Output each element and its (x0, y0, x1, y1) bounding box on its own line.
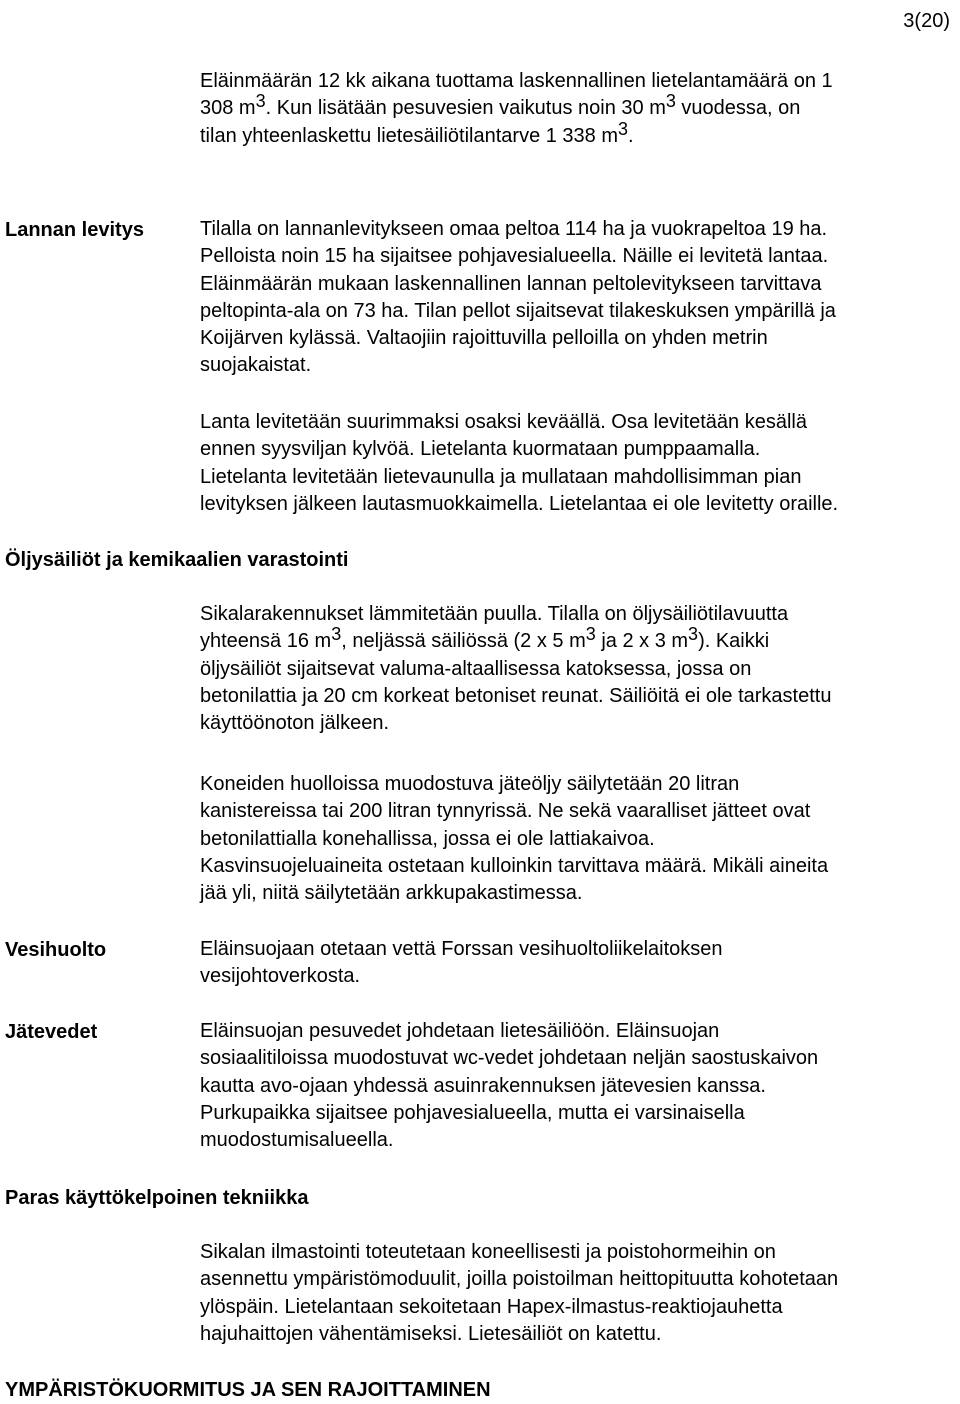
text-line: Eläinsuojaan otetaan vettä Forssan vesihuoltoliikelaitoksen (200, 938, 723, 960)
superscript: 3 (665, 91, 676, 112)
text-line: Lietelanta levitetään lietevaunulla ja mullataan mahdollisimman pian (200, 465, 802, 488)
text-line: Eläinsuojan pesuvedet johdetaan lietesäiliöön. Eläinsuojan (200, 1020, 720, 1042)
text-line: Eläinmäärän 12 kk aikana tuottama laskennallinen lietelantamäärä on 1 (200, 70, 833, 92)
lannan-levitys-paragraph-2 (200, 409, 958, 518)
text-line: muodostumisalueella. (200, 1129, 394, 1152)
superscript: 3 (585, 624, 596, 645)
superscript: 3 (331, 624, 342, 645)
oljysailiot-paragraph-1 (200, 601, 958, 737)
superscript: 3 (255, 91, 266, 112)
text-line: Koneiden huolloissa muodostuva jäteöljy säilytetään 20 litran (200, 773, 740, 795)
text-line: suojakaistat. (200, 354, 312, 377)
text-line: peltopinta-ala on 73 ha. Tilan pellot sijaitsevat tilakeskuksen ympärillä ja (200, 299, 836, 322)
text-line: sosiaalitiloissa muodostuvat wc-vedet johdetaan neljän saostuskaivon (200, 1047, 819, 1070)
paras-tekniikka-paragraph (200, 1239, 958, 1348)
text-line: 308 $m^3$. Kun lisätään pesuvesien vaikutus noin 30 $m^3$ vuodessa, on (200, 91, 801, 120)
vesihuolto-paragraph (200, 936, 958, 991)
text-line: öljysäiliöt sijaitsevat valuma-altaallisessa katoksessa, jossa on (200, 657, 752, 680)
text-line: kautta avo-ojaan yhdessä asuinrakennuksen jätevesien kanssa. (200, 1074, 766, 1097)
text-line: betonilattialla konehallissa, jossa ei ole lattiakaivoa. (200, 827, 655, 850)
text-line: yhteensä 16 $m^3$, neljässä säiliössä (2 x 5 $m^3$ ja 2 x 3 $m^3$). Kaikki (200, 624, 770, 653)
text-line: Kasvinsuojeluaineita ostetaan kulloinkin tarvittava määrä. Mikäli aineita (200, 854, 829, 877)
text-line: levityksen jälkeen lautasmuokkaimella. Lietelantaa ei ole levitetty oraille. (200, 492, 839, 515)
text-line: Tilalla on lannanlevitykseen omaa peltoa 114 ha ja vuokrapeltoa 19 ha. (200, 218, 828, 240)
text-line: betonilattia ja 20 cm korkeat betoniset reunat. Säiliöitä ei ole tarkastettu (200, 684, 832, 707)
section-heading-oljysailiot: Öljysäiliöt ja kemikaalien varastointi (5, 549, 349, 571)
text-line: hajuhaittojen vähentämiseksi. Lietesäiliöt on katettu. (200, 1322, 662, 1345)
text-line: kanistereissa tai 200 litran tynnyrissä. Ne sekä vaaralliset jätteet ovat (200, 800, 811, 823)
section-heading-paras-tekniikka: Paras käyttökelpoinen tekniikka (5, 1187, 309, 1209)
section-heading-lannan-levitys: Lannan levitys (5, 219, 144, 241)
jatevedet-paragraph (200, 1018, 958, 1154)
section-heading-jatevedet: Jätevedet (5, 1021, 98, 1043)
text-line: asennettu ympäristömoduulit, joilla poistoilman heittopituutta kohotetaan (200, 1268, 839, 1291)
text-line: Sikalarakennukset lämmitetään puulla. Tilalla on öljysäiliötilavuutta (200, 603, 789, 625)
section-heading-ymparistokuormitus: YMPÄRISTÖKUORMITUS JA SEN RAJOITTAMINEN (5, 1379, 491, 1401)
text-line: Eläinmäärän mukaan laskennallinen lannan peltolevitykseen tarvittava (200, 272, 822, 295)
text-line: Purkupaikka sijaitsee pohjavesialueella, mutta ei varsinaisella (200, 1101, 745, 1124)
lannan-levitys-paragraph-1 (200, 216, 958, 380)
text-line: Koijärven kylässä. Valtaojiin rajoittuvilla pelloilla on yhden metrin (200, 327, 768, 350)
intro-paragraph (200, 68, 958, 150)
text-line: Lanta levitetään suurimmaksi osaksi keväällä. Osa levitetään kesällä (200, 411, 807, 433)
text-line: vesijohtoverkosta. (200, 965, 361, 988)
text-line: ylöspäin. Lietelantaan sekoitetaan Hapex-ilmastus-reaktiojauhetta (200, 1295, 783, 1318)
text-line: Pelloista noin 15 ha sijaitsee pohjavesialueella. Näille ei levitetä lantaa. (200, 245, 829, 268)
text-line: Sikalan ilmastointi toteutetaan koneellisesti ja poistohormeihin on (200, 1241, 776, 1263)
text-line: ennen syysviljan kylvöä. Lietelanta kuormataan pumppaamalla. (200, 438, 761, 461)
superscript: 3 (618, 118, 629, 139)
page-number: 3(20) (903, 10, 950, 32)
superscript: 3 (688, 624, 699, 645)
text-line: käyttöönoton jälkeen. (200, 712, 390, 735)
section-heading-vesihuolto: Vesihuolto (5, 939, 107, 961)
text-line: jää yli, niitä säilytetään arkkupakastimessa. (200, 882, 583, 905)
text-line: tilan yhteenlaskettu lietesäiliötilantarve 1 338 $m^3$. (200, 118, 634, 147)
oljysailiot-paragraph-2 (200, 771, 958, 907)
